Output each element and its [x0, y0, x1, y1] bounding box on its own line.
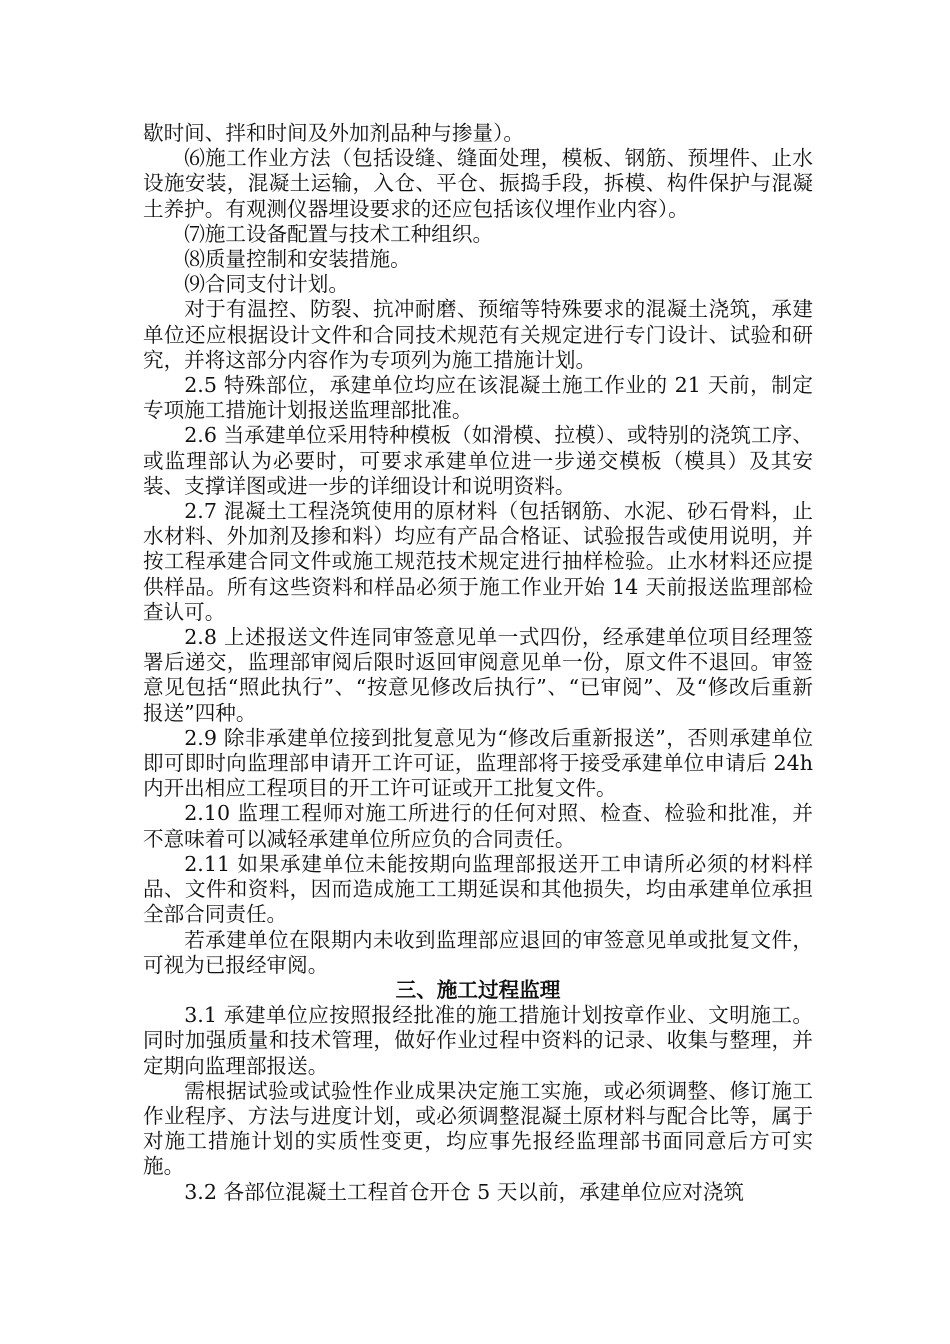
- paragraph-2-5: 2.5 特殊部位，承建单位均应在该混凝土施工作业的 21 天前，制定专项施工措施计划报送监理部批准。: [143, 373, 813, 423]
- paragraph-3-2: 3.2 各部位混凝土工程首仓开仓 5 天以前，承建单位应对浇筑: [184, 1179, 744, 1204]
- paragraph-2-6: 2.6 当承建单位采用特种模板（如滑模、拉模）、或特别的浇筑工序、或监理部认为必要时，可要求承建单位进一步递交模板（模具）及其安装、支撑详图或进一步的详细设计和说明资料。: [143, 423, 813, 498]
- paragraph-plan-change: 需根据试验或试验性作业成果决定施工实施，或必须调整、修订施工作业程序、方法与进度计划，或必须调整混凝土原材料与配合比等，属于对施工措施计划的实质性变更，均应事先报经监理部书面同意后方可实施。: [143, 1078, 813, 1179]
- paragraph-item-7: ⑺施工设备配置与技术工种组织。: [184, 221, 494, 246]
- paragraph-2-10: 2.10 监理工程师对施工所进行的任何对照、检查、检验和批准，并不意味着可以减轻承建单位所应负的合同责任。: [143, 801, 813, 851]
- paragraph-continuation: 歇时间、拌和时间及外加剂品种与掺量）。: [143, 121, 524, 145]
- document-page: [143, 121, 813, 1205]
- paragraph-item-6: ⑹施工作业方法（包括设缝、缝面处理，模板、钢筋、预埋件、止水设施安装，混凝土运输，入仓、平仓、振捣手段，拆模、构件保护与混凝土养护。有观测仪器埋设要求的还应包括该仪埋作业内容）。: [143, 146, 813, 221]
- paragraph-2-11: 2.11 如果承建单位未能按期向监理部报送开工申请所必须的材料样品、文件和资料，因而造成施工工期延误和其他损失，均由承建单位承担全部合同责任。: [143, 851, 813, 927]
- section-heading: 三、施工过程监理: [395, 977, 561, 1002]
- paragraph-special-requirements: 对于有温控、防裂、抗冲耐磨、预缩等特殊要求的混凝土浇筑，承建单位还应根据设计文件和合同技术规范有关规定进行专门设计、试验和研究，并将这部分内容作为专项列为施工措施计划。: [143, 297, 813, 372]
- paragraph-review-deadline: 若承建单位在限期内未收到监理部应退回的审签意见单或批复文件，可视为已报经审阅。: [143, 927, 813, 977]
- paragraph-item-9: ⑼合同支付计划。: [184, 272, 349, 297]
- paragraph-3-1: 3.1 承建单位应按照报经批准的施工措施计划按章作业、文明施工。同时加强质量和技术管理，做好作业过程中资料的记录、收集与整理，并定期向监理部报送。: [143, 1003, 813, 1078]
- paragraph-2-9: 2.9 除非承建单位接到批复意见为“修改后重新报送”，否则承建单位即可即时向监理部申请开工许可证，监理部将于接受承建单位申请后 24h 内开出相应工程项目的开工许可证或开工批复文件。: [143, 725, 813, 801]
- paragraph-2-7: 2.7 混凝土工程浇筑使用的原材料（包括钢筋、水泥、砂石骨料，止水材料、外加剂及掺和料）均应有产品合格证、试验报告或使用说明，并按工程承建合同文件或施工规范技术规定进行抽样检验。止水材料还应提供样品。所有这些资料和样品必须于施工作业开始 14 天前报送监理部检查认可。: [143, 499, 813, 624]
- paragraph-2-8: 2.8 上述报送文件连同审签意见单一式四份，经承建单位项目经理签署后递交，监理部审阅后限时返回审阅意见单一份，原文件不退回。审签意见包括“照此执行”、“按意见修改后执行”、“已审阅”、及“修改后重新报送”四种。: [143, 625, 813, 725]
- paragraph-item-8: ⑻质量控制和安装措施。: [184, 247, 411, 272]
